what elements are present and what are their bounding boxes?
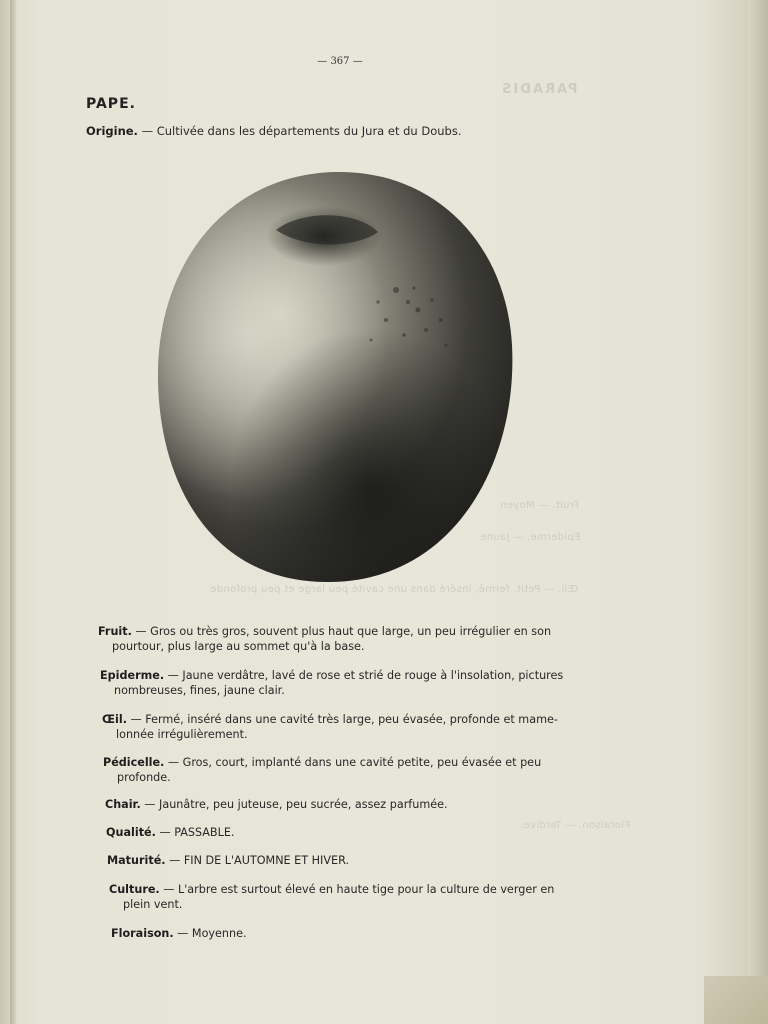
entry-text: — L'arbre est surtout élevé en haute tige pour la culture de verger en bbox=[159, 883, 555, 896]
entry-text-continued: nombreuses, fines, jaune clair. bbox=[114, 684, 285, 697]
qualite-entry bbox=[106, 825, 596, 840]
entry-text: — Jaunâtre, peu juteuse, peu sucrée, assez parfumée. bbox=[140, 798, 448, 811]
entry-text: — Moyenne. bbox=[173, 927, 247, 940]
page-title: PAPE. bbox=[86, 96, 136, 112]
fruit-entry bbox=[98, 624, 588, 654]
entry-text: — Gros, court, implanté dans une cavité petite, peu évasée et peu bbox=[164, 756, 542, 769]
entry-label: Œil. bbox=[102, 713, 127, 726]
show-through-title: PARADIS bbox=[500, 82, 578, 97]
entry-text: — Fermé, inséré dans une cavité très large, peu évasée, profonde et mame- bbox=[126, 713, 558, 726]
entry-text: — FIN DE L'AUTOMNE ET HIVER. bbox=[165, 854, 350, 867]
show-through-line: Fruit. — Moyen bbox=[500, 500, 580, 511]
right-page-edge bbox=[748, 0, 768, 1024]
show-through-line: Œil. — Petit, fermé, inséré dans une cavité peu large et peu profonde bbox=[210, 584, 579, 595]
pedicelle-entry bbox=[103, 755, 593, 785]
entry-text-continued: lonnée irrégulièrement. bbox=[116, 728, 248, 741]
entry-label: Fruit. bbox=[98, 625, 132, 638]
corner-thumbnail bbox=[704, 976, 768, 1024]
entry-text-continued: profonde. bbox=[117, 771, 171, 784]
entry-text-continued: pourtour, plus large au sommet qu'à la base. bbox=[112, 640, 365, 653]
entry-text: — Gros ou très gros, souvent plus haut que large, un peu irrégulier en son bbox=[131, 625, 552, 638]
page-number: — 367 — bbox=[317, 56, 363, 67]
left-page-edge bbox=[10, 0, 16, 1024]
origin-text: — Cultivée dans les départements du Jura et du Doubs. bbox=[137, 124, 462, 138]
entry-label: Floraison. bbox=[111, 927, 174, 940]
entry-label: Chair. bbox=[105, 798, 141, 811]
origin-label: Origine. bbox=[86, 124, 138, 138]
epiderme-entry bbox=[100, 668, 590, 698]
entry-text-continued: plein vent. bbox=[123, 898, 183, 911]
entry-label: Maturité. bbox=[107, 854, 166, 867]
show-through-line: Epiderme. — Jaune bbox=[480, 532, 581, 543]
maturite-entry bbox=[107, 853, 597, 868]
entry-label: Culture. bbox=[109, 883, 160, 896]
culture-entry bbox=[109, 882, 589, 912]
apple-photograph bbox=[156, 170, 514, 584]
entry-text: — Jaune verdâtre, lavé de rose et strié de rouge à l'insolation, pictures bbox=[164, 669, 564, 682]
oeil-entry bbox=[102, 712, 592, 742]
origin-line bbox=[86, 124, 606, 138]
entry-label: Epiderme. bbox=[100, 669, 165, 682]
floraison-entry bbox=[111, 926, 591, 941]
entry-label: Pédicelle. bbox=[103, 756, 165, 769]
entry-label: Qualité. bbox=[106, 826, 156, 839]
chair-entry bbox=[105, 797, 595, 812]
show-through-line: Floraison. — Tardive. bbox=[520, 820, 631, 831]
entry-text: — PASSABLE. bbox=[155, 826, 235, 839]
